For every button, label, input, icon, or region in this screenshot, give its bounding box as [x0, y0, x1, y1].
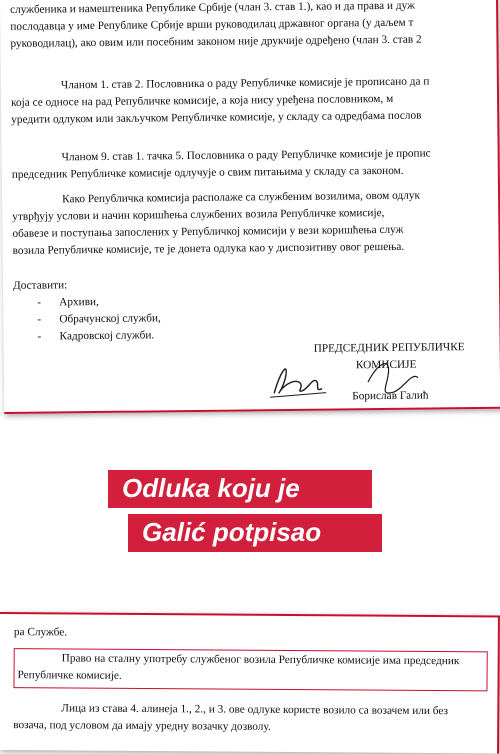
deliver-item: - Обрачунској служби, — [37, 312, 161, 326]
deliver-item: - Кадровској служби. — [37, 329, 155, 343]
text-line: Чланом 1. став 2. Пословника о раду Републичке комисије је прописано да п — [60, 75, 430, 92]
text-line: руководилац), ако овим или посебним законом није друкчије одређено (члан 3. став 2 — [10, 33, 422, 50]
text-line: послодавца у име Републике Србије врши руководилац државног органа (у даљем т — [10, 16, 414, 33]
text-line: председник Републичке комисије одлучује о свим питањима у складу са законом. — [11, 164, 404, 181]
bottom-document-scan — [0, 612, 500, 753]
text-line: обавезе и поступања запослених у Републичкој комисији у вези коришћења служ — [12, 223, 404, 240]
text-line: уредити одлуком или закључком Републичке комисије, у складу са одредбама послов — [11, 109, 422, 126]
text-line: Чланом 9. став 1. тачка 5. Пословника о раду Републичке комисије је пропис — [61, 147, 431, 164]
text-line: возача, под условом да имају уредну возачку дозволу. — [13, 719, 271, 733]
signature-title: КОМИСИЈЕ — [355, 358, 417, 372]
handwritten-signature — [266, 353, 336, 402]
text-line: која се односе на рад Републичке комисије, а која нису уређена пословником, м — [11, 92, 394, 109]
headline-banner-line-2: Galić potpisao — [128, 514, 382, 552]
signature-name: Борислав Галић — [352, 389, 429, 403]
text-line: ра Службе. — [13, 626, 68, 639]
deliver-item: - Архиви, — [37, 295, 99, 309]
signature-title: ПРЕДСЕДНИК РЕПУБЛИЧКЕ — [313, 341, 465, 355]
text-line: утврђују услови и начин коришћења службених возила Републичке комисије, — [12, 206, 385, 223]
text-line: службеника и намештеника Републике Србије (члан 3. став 1.), као и да права и дуж — [10, 0, 415, 16]
highlighted-text-line: Републичке комисије. — [17, 669, 122, 682]
text-line: возила Републичке комисије, те је донета одлука као у диспозитиву овог решења. — [12, 240, 405, 257]
text-line: Како Републичка комисија располаже са службеним возилима, овом одлук — [62, 189, 421, 206]
highlighted-text-line: Право на сталну употребу службеног возила Републичке комисије има председник — [61, 652, 460, 668]
text-line: Лица из става 4. алинеја 1., 2., и 3. ове одлуке користе возило са возачем или без — [61, 702, 449, 718]
headline-banner-line-1: Odluka koju je — [108, 470, 372, 508]
signature-scribble — [364, 352, 424, 401]
deliver-label: Доставити: — [12, 279, 68, 292]
